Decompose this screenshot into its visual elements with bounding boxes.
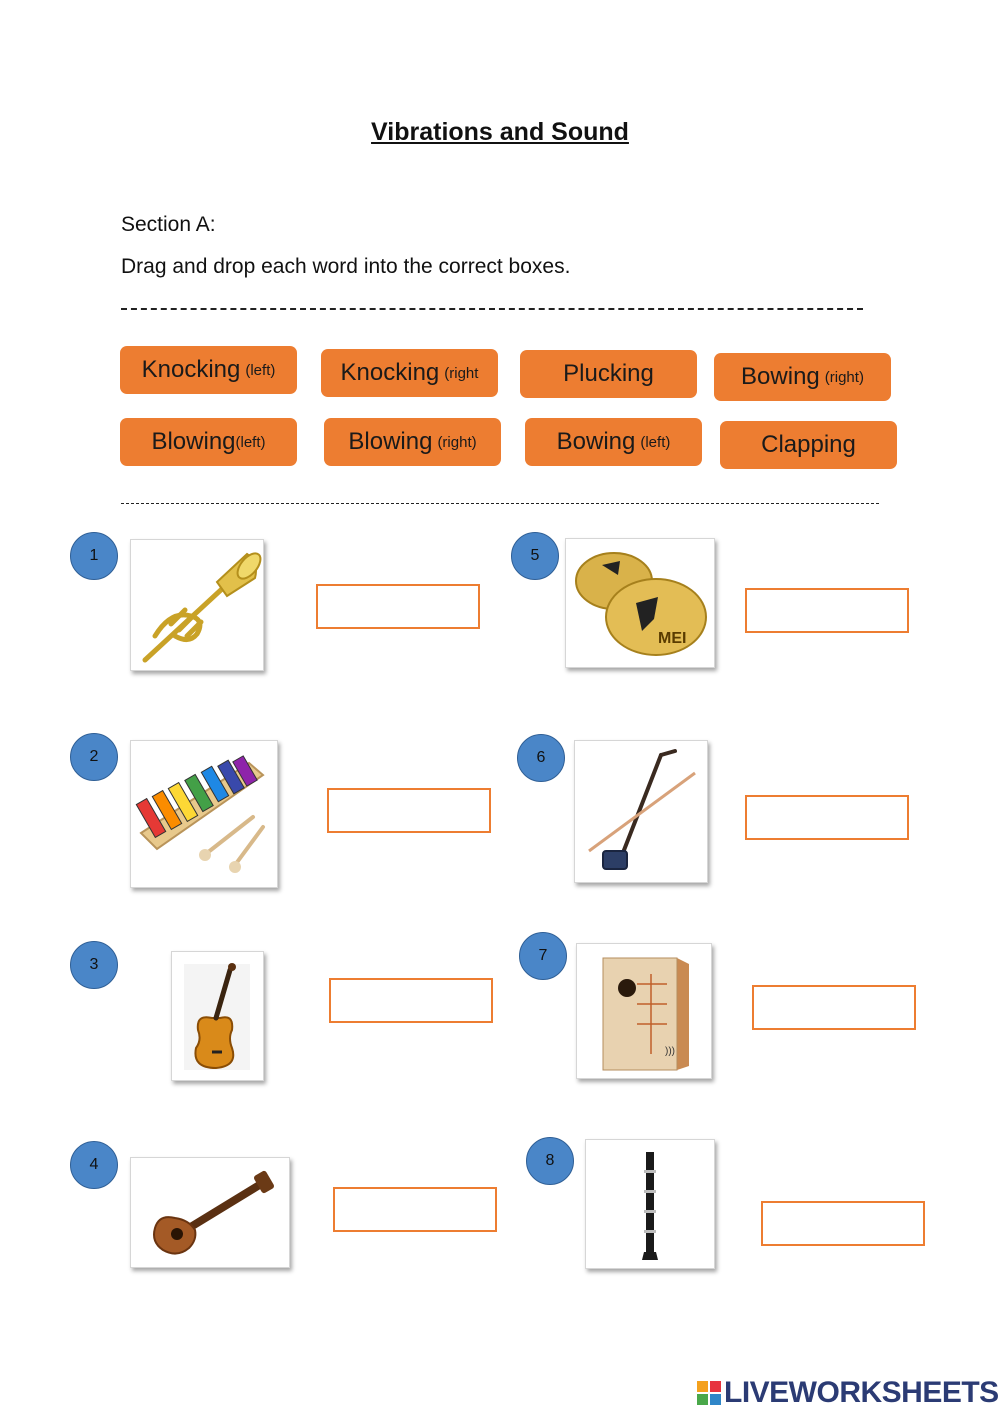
worksheet-title: Vibrations and Sound bbox=[371, 118, 629, 146]
question-number-3: 3 bbox=[70, 941, 118, 989]
question-number-5: 5 bbox=[511, 532, 559, 580]
question-number-6: 6 bbox=[517, 734, 565, 782]
answer-box-6[interactable] bbox=[745, 795, 909, 840]
question-number-7: 7 bbox=[519, 932, 567, 980]
answer-box-1[interactable] bbox=[316, 584, 480, 629]
word-knocking-right[interactable]: Knocking (right bbox=[321, 349, 498, 397]
xylophone-icon bbox=[130, 740, 278, 888]
svg-text:))): ))) bbox=[665, 1046, 675, 1057]
answer-box-5[interactable] bbox=[745, 588, 909, 633]
word-blowing-right[interactable]: Blowing (right) bbox=[324, 418, 501, 466]
clarinet-icon bbox=[585, 1139, 715, 1269]
word-plucking[interactable]: Plucking bbox=[520, 350, 697, 398]
trumpet-icon bbox=[130, 539, 264, 671]
word-clapping[interactable]: Clapping bbox=[720, 421, 897, 469]
word-bowing-left[interactable]: Bowing (left) bbox=[525, 418, 702, 466]
instruction-text: Drag and drop each word into the correct boxes. bbox=[121, 255, 571, 278]
answer-box-7[interactable] bbox=[752, 985, 916, 1030]
divider-top bbox=[121, 308, 863, 310]
answer-box-8[interactable] bbox=[761, 1201, 925, 1246]
answer-box-2[interactable] bbox=[327, 788, 491, 833]
brand-text: LIVEWORKSHEETS bbox=[724, 1376, 999, 1409]
ukulele-icon bbox=[130, 1157, 290, 1268]
cajon-icon bbox=[576, 943, 712, 1079]
question-number-2: 2 bbox=[70, 733, 118, 781]
answer-box-4[interactable] bbox=[333, 1187, 497, 1232]
liveworksheets-logo-icon bbox=[697, 1381, 721, 1405]
violin-icon bbox=[171, 951, 264, 1081]
word-blowing-left[interactable]: Blowing (left) bbox=[120, 418, 297, 466]
question-number-4: 4 bbox=[70, 1141, 118, 1189]
word-knocking-left[interactable]: Knocking (left) bbox=[120, 346, 297, 394]
word-bowing-right[interactable]: Bowing (right) bbox=[714, 353, 891, 401]
brand-logo bbox=[697, 1376, 999, 1410]
question-number-1: 1 bbox=[70, 532, 118, 580]
question-number-8: 8 bbox=[526, 1137, 574, 1185]
answer-box-3[interactable] bbox=[329, 978, 493, 1023]
svg-text:MEI: MEI bbox=[658, 630, 687, 647]
divider-bottom bbox=[121, 503, 879, 504]
erhu-icon bbox=[574, 740, 708, 883]
section-label: Section A: bbox=[121, 213, 216, 236]
cymbals-icon bbox=[565, 538, 715, 668]
